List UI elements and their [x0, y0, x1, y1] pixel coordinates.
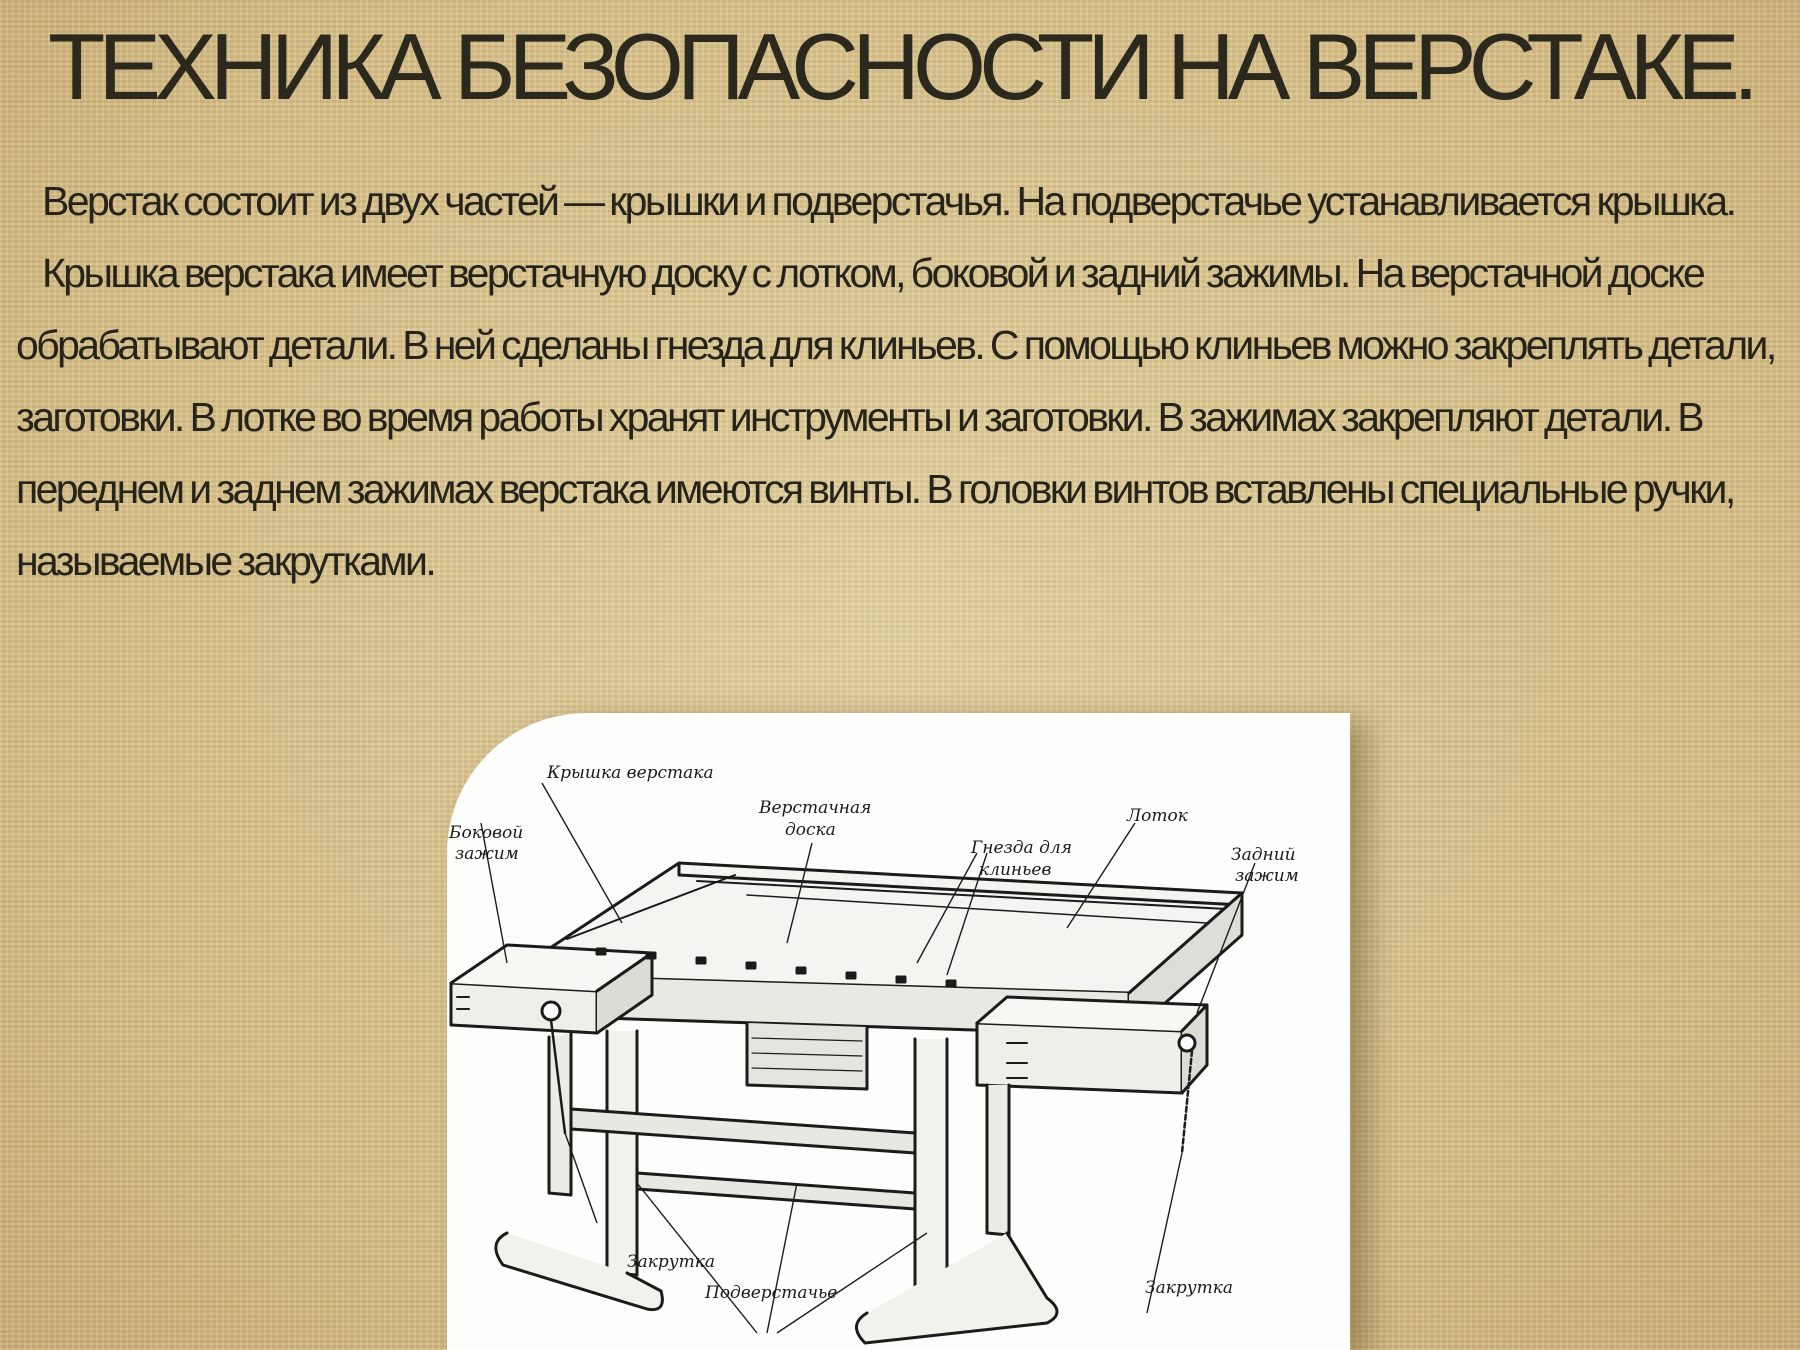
- screw-left-head: [542, 1002, 560, 1020]
- label-board-1: Верстачная: [759, 798, 872, 818]
- screw-right-head: [1179, 1035, 1195, 1051]
- label-rear-clamp-1: Задний: [1231, 845, 1296, 865]
- leg-front-left: [607, 1031, 637, 1275]
- label-tray: Лоток: [1127, 806, 1188, 826]
- label-screw-left: Закрутка: [627, 1252, 716, 1272]
- paragraph-2: Крышка верстака имеет верстачную доску с лотком, боковой и задний зажимы. На верстачной доске обрабатывают детали. В ней сделаны гнезда для клиньев. С помощью клиньев можно закреплять детали, заготовки. В лотке во время работы хранят инструменты и заготовки. В зажимах закрепляют детали. В переднем и заднем зажимах верстака имеются винты. В головки винтов вставлены специальные ручки, называемые закрутками.: [16, 250, 1775, 584]
- label-screw-right: Закрутка: [1145, 1278, 1234, 1298]
- paragraph-1: Верстак состоит из двух частей — крышки и подверстачья. На подверстачье устанавливается крышка.: [42, 178, 1735, 224]
- label-sockets-2: клиньев: [979, 860, 1052, 880]
- label-board-2: доска: [785, 820, 836, 840]
- workbench-figure: [447, 713, 1350, 1350]
- slide-title: ТЕХНИКА БЕЗОПАСНОСТИ НА ВЕРСТАКЕ.: [48, 14, 1752, 119]
- side-clamp: [451, 983, 597, 1033]
- label-base: Подверстачье: [705, 1283, 838, 1303]
- label-side-clamp-2: зажим: [455, 844, 519, 864]
- label-sockets-1: Гнезда для: [971, 838, 1072, 858]
- foot-right: [856, 1233, 1057, 1343]
- workbench-drawing: [447, 713, 1350, 1350]
- leg-rear-right: [987, 1085, 1009, 1235]
- label-side-clamp-1: Боковой: [449, 823, 524, 843]
- leg-rear-left: [549, 1033, 571, 1195]
- label-lid: Крышка верстака: [547, 763, 714, 783]
- label-rear-clamp-2: зажим: [1235, 866, 1299, 886]
- rear-clamp: [977, 1023, 1182, 1093]
- body-text: [16, 165, 1792, 597]
